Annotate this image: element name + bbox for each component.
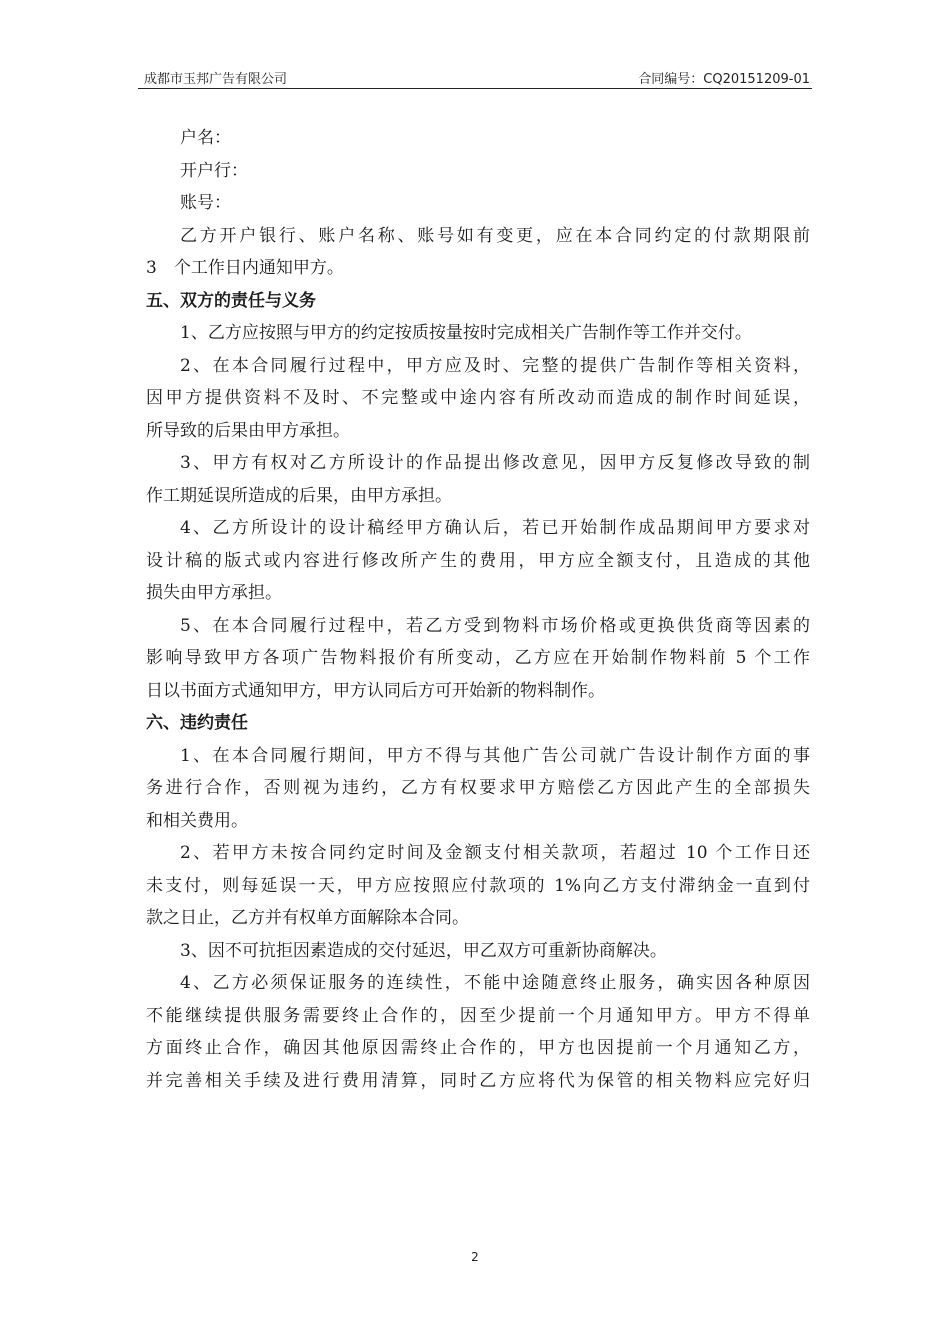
account-number-line: 账号： [180,193,231,213]
paragraph-line: 4、乙方所设计的设计稿经甲方确认后，若已开始制作成品期间甲方要求对 [180,518,810,538]
paragraph-line: 2、在本合同履行过程中，甲方应及时、完整的提供广告制作等相关资料， [180,355,810,376]
paragraph-line: 日以书面方式通知甲方，甲方认同后方可开始新的物料制作。 [146,680,605,701]
paragraph-line: 因甲方提供资料不及时、不完整或中途内容有所改动而造成的制作时间延误， [146,388,810,408]
paragraph-line: 乙方开户银行、账户名称、账号如有变更，应在本合同约定的付款期限前 [180,225,810,246]
paragraph-line: 5、在本合同履行过程中，若乙方受到物料市场价格或更换供货商等因素的 [180,615,810,636]
account-name-line: 户名： [180,128,231,148]
paragraph-line: 2、若甲方未按合同约定时间及金额支付相关款项，若超过 10 个工作日还 [180,843,810,863]
paragraph-line: 4、乙方必须保证服务的连续性，不能中途随意终止服务，确实因各种原因 [180,973,810,993]
paragraph-line: 并完善相关手续及进行费用清算，同时乙方应将代为保管的相关物料应完好归 [146,1070,810,1091]
paragraph-line: 不能继续提供服务需要终止合作的，因至少提前一个月通知甲方。甲方不得单 [146,1005,810,1026]
paragraph-line: 影响导致甲方各项广告物料报价有所变动，乙方应在开始制作物料前 5 个工作 [146,648,810,668]
page-number: 2 [471,1250,479,1264]
paragraph-line: 1、在本合同履行期间，甲方不得与其他广告公司就广告设计制作方面的事 [180,745,810,766]
header-company-name: 成都市玉邦广告有限公司 [144,72,288,87]
page-header [138,62,812,89]
paragraph-line: 方面终止合作，确因其他原因需终止合作的，甲方也因提前一个月通知乙方， [146,1038,810,1058]
paragraph-line: 3、甲方有权对乙方所设计的作品提出修改意见，因甲方反复修改导致的制 [180,453,810,473]
header-contract-number: 合同编号：CQ20151209-01 [638,72,810,87]
paragraph-line: 设计稿的版式或内容进行修改所产生的费用，甲方应全额支付，且造成的其他 [146,550,810,571]
paragraph-line: 和相关费用。 [146,810,248,831]
section-heading-6: 六、违约责任 [146,713,248,733]
paragraph-line: 3 个工作日内通知甲方。 [146,258,344,278]
paragraph-line: 务进行合作，否则视为违约，乙方有权要求甲方赔偿乙方因此产生的全部损失 [146,778,810,798]
paragraph-line: 损失由甲方承担。 [146,583,282,603]
document-body [146,122,810,1097]
bank-line: 开户行： [180,160,248,181]
paragraph-line: 1、乙方应按照与甲方的约定按质按量按时完成相关广告制作等工作并交付。 [180,323,752,343]
paragraph-line: 作工期延误所造成的后果，由甲方承担。 [146,485,452,506]
paragraph-line: 款之日止，乙方并有权单方面解除本合同。 [146,908,469,928]
paragraph-line: 所导致的后果由甲方承担。 [146,420,350,441]
section-heading-5: 五、双方的责任与义务 [146,290,316,311]
paragraph-line: 3、因不可抗拒因素造成的交付延迟，甲乙双方可重新协商解决。 [180,940,667,961]
paragraph-line: 未支付，则每延误一天，甲方应按照应付款项的 1%向乙方支付滞纳金一直到付 [146,875,810,896]
